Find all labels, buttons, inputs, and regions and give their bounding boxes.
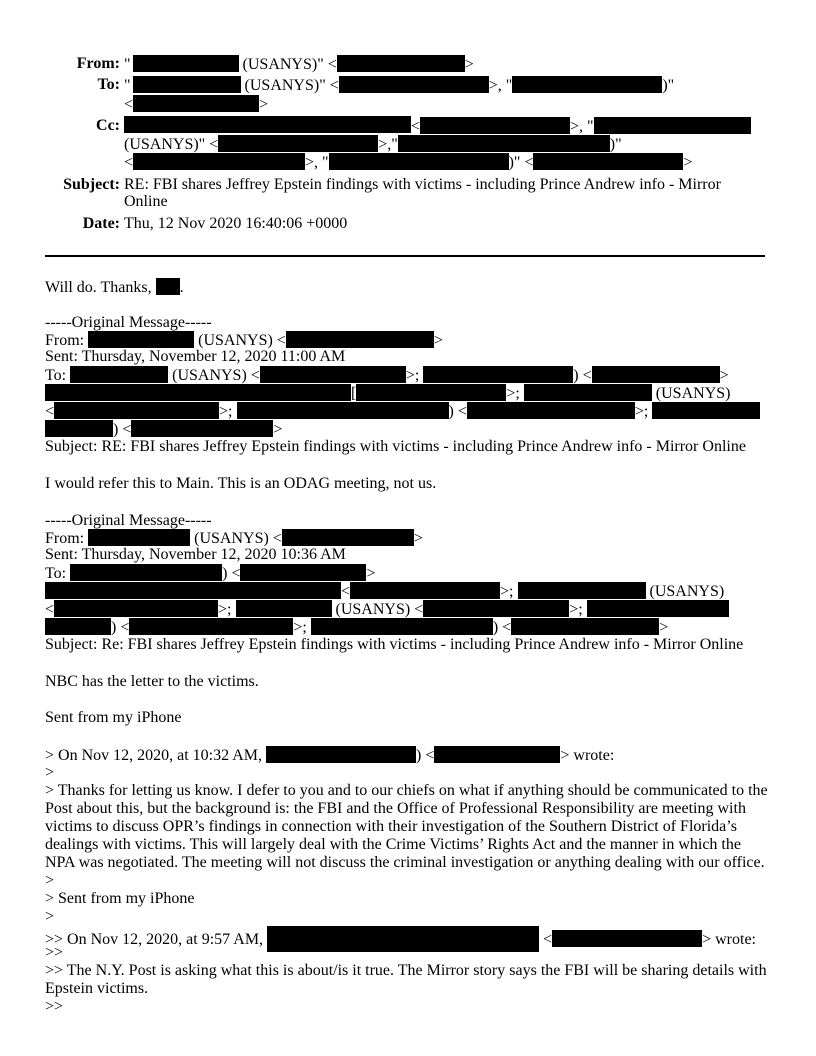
to-value: " (USANYS)" < >, " )" xyxy=(124,77,675,94)
redaction xyxy=(156,278,180,295)
to-label: To: xyxy=(97,76,120,93)
subject-label: Subject: xyxy=(63,176,120,193)
redaction xyxy=(592,366,720,383)
redaction xyxy=(236,600,332,617)
om1-separator: -----Original Message----- xyxy=(45,314,212,331)
cc-label: Cc: xyxy=(96,117,120,134)
redaction xyxy=(350,582,500,599)
om1-to: To: (USANYS) < >; ) < > xyxy=(45,367,729,384)
redaction xyxy=(133,153,305,170)
om1-from: From: (USANYS) < > xyxy=(45,332,443,349)
redaction xyxy=(420,117,570,134)
redaction xyxy=(70,564,222,581)
redaction xyxy=(54,600,218,617)
quote1-line-1: > Thanks for letting us know. I defer to you and to our chiefs on what if anything should be communicated to the xyxy=(45,782,768,799)
redaction xyxy=(398,135,610,152)
quote2-line-1: >> The N.Y. Post is asking what this is about/is it true. The Mirror story says the FBI will be sharing details with xyxy=(45,962,767,979)
om2-subject: Subject: Re: FBI shares Jeffrey Epstein findings with victims - including Prince Andrew info - Mirror Online xyxy=(45,636,744,653)
om2-text-2: Sent from my iPhone xyxy=(45,709,182,726)
quote2-gt: >> xyxy=(45,944,64,961)
redaction xyxy=(423,600,569,617)
quote1-line-3: victims to discuss OPR’s findings in connection with their investigation of the Southern District of Florida’s xyxy=(45,818,737,835)
redaction xyxy=(533,153,683,170)
quote1-line-5: NPA was negotiated. The meeting will not discuss the criminal investigation or anything dealing with our office. xyxy=(45,854,765,871)
quote1-gt-2: > xyxy=(45,872,55,889)
reply-text: Will do. Thanks, . xyxy=(45,279,184,296)
redaction xyxy=(45,420,113,437)
subject-value: RE: FBI shares Jeffrey Epstein findings with victims - including Prince Andrew info - Mirror xyxy=(124,176,721,193)
redaction xyxy=(237,402,449,419)
redaction xyxy=(511,618,659,635)
redaction xyxy=(129,618,293,635)
date-value: Thu, 12 Nov 2020 16:40:06 +0000 xyxy=(124,215,348,232)
om2-cc-3: ) < >; ) < > xyxy=(45,618,668,637)
quote1-gt-3: > xyxy=(45,908,55,925)
redaction xyxy=(518,582,646,599)
redaction xyxy=(260,366,406,383)
redaction xyxy=(512,76,662,93)
redaction xyxy=(266,746,416,763)
redaction xyxy=(552,930,702,947)
om1-text: I would refer this to Main. This is an ODAG meeting, not us. xyxy=(45,475,437,492)
om2-cc: < >; (USANYS) xyxy=(341,583,725,600)
from-label: From: xyxy=(76,55,120,72)
om2-cc-2: < >; (USANYS) < >; xyxy=(45,600,729,619)
redaction xyxy=(524,384,652,401)
om2-from: From: (USANYS) < > xyxy=(45,530,423,547)
redaction xyxy=(133,76,241,93)
redaction xyxy=(45,582,341,599)
redaction xyxy=(267,926,539,952)
redaction xyxy=(54,402,219,419)
cc-line-3: < >, " )" < > xyxy=(124,154,693,171)
om2-to: To: ) < > xyxy=(45,565,376,582)
redaction xyxy=(88,529,190,546)
quote2-on: >> On Nov 12, 2020, at 9:57 AM, < > wrote: xyxy=(45,926,756,952)
redaction xyxy=(240,564,366,581)
redaction xyxy=(133,95,259,112)
redaction xyxy=(70,366,168,383)
cc-line-2: (USANYS)" < >," )" xyxy=(124,136,622,153)
quote1-line-4: dealings with victims. This will largely deal with the Crime Victims’ Rights Act and the manner in which the xyxy=(45,836,741,853)
redaction xyxy=(587,600,729,617)
redaction xyxy=(652,402,760,419)
quote1-sent: > Sent from my iPhone xyxy=(45,890,195,907)
om2-text-1: NBC has the letter to the victims. xyxy=(45,673,259,690)
om1-sent: Sent: Thursday, November 12, 2020 11:00 AM xyxy=(45,348,346,365)
om1-subject: Subject: RE: FBI shares Jeffrey Epstein findings with victims - including Prince Andrew info - Mirror Online xyxy=(45,438,746,455)
redaction xyxy=(423,366,573,383)
from-value: " (USANYS)" < > xyxy=(124,56,474,73)
redaction xyxy=(594,117,751,134)
quote1-gt: > xyxy=(45,764,55,781)
om2-separator: -----Original Message----- xyxy=(45,512,212,529)
om1-cc: [ >; (USANYS) xyxy=(351,385,731,402)
redaction xyxy=(329,153,509,170)
redaction xyxy=(286,331,434,348)
redaction xyxy=(131,420,273,437)
cc-line-1: < >, " xyxy=(411,117,751,136)
redaction xyxy=(45,618,111,635)
date-label: Date: xyxy=(82,215,120,232)
redaction xyxy=(467,402,635,419)
redaction xyxy=(45,384,351,401)
quote1-line-2: Post about this, but the background is: the FBI and the Office of Professional Responsibility are meeting with xyxy=(45,800,746,817)
quote2-gt-2: >> xyxy=(45,998,64,1015)
redaction xyxy=(218,135,378,152)
redaction xyxy=(356,384,506,401)
om2-sent: Sent: Thursday, November 12, 2020 10:36 AM xyxy=(45,546,346,563)
redaction xyxy=(339,76,489,93)
om1-cc-2: < >; ) < >; xyxy=(45,402,760,421)
redaction xyxy=(133,55,239,72)
redaction xyxy=(311,618,493,635)
redaction xyxy=(88,331,194,348)
to-value-2: < > xyxy=(124,96,269,113)
subject-value-2: Online xyxy=(124,193,168,210)
quote2-line-2: Epstein victims. xyxy=(45,980,149,997)
header-divider xyxy=(45,255,765,257)
redaction xyxy=(337,55,465,72)
redaction xyxy=(282,529,414,546)
redaction xyxy=(434,746,560,763)
om1-cc-3: ) < > xyxy=(45,420,282,439)
redaction xyxy=(124,116,411,133)
quote1-on: > On Nov 12, 2020, at 10:32 AM, ) < > wrote: xyxy=(45,747,615,764)
